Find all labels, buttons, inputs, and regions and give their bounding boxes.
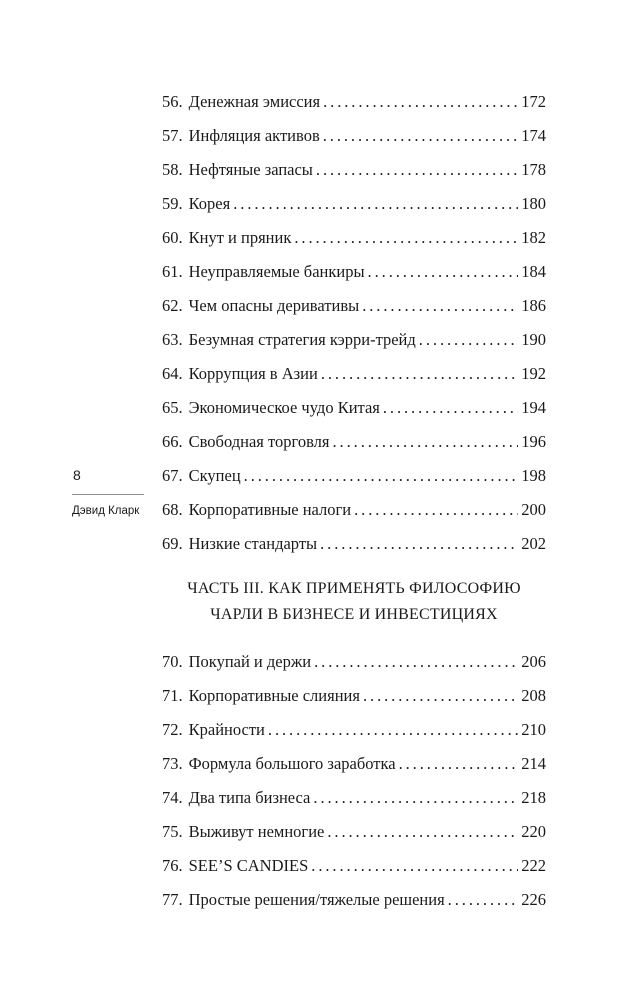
toc-entry-page: 220 xyxy=(521,822,546,841)
toc-leader-dots xyxy=(268,717,518,743)
toc-entry-number: 66. xyxy=(162,432,183,451)
toc-entry-page: 184 xyxy=(521,262,546,281)
toc-entry-title: SEE’S CANDIES xyxy=(188,856,309,875)
toc-entry-title: Безумная стратегия кэрри-трейд xyxy=(188,330,416,349)
toc-entry-number: 60. xyxy=(162,228,183,247)
toc-entry-number: 70. xyxy=(162,652,183,671)
toc-entry-number: 56. xyxy=(162,92,183,111)
toc-entry[interactable] xyxy=(162,649,546,683)
part-three-heading xyxy=(162,576,546,628)
toc-entry-number: 63. xyxy=(162,330,183,349)
toc-entry[interactable] xyxy=(162,191,546,225)
toc-entry[interactable] xyxy=(162,327,546,361)
toc-entry[interactable] xyxy=(162,819,546,853)
page-number: 8 xyxy=(73,467,81,483)
toc-entry-page: 186 xyxy=(521,296,546,315)
toc-entry[interactable] xyxy=(162,429,546,463)
toc-entry[interactable] xyxy=(162,717,546,751)
author-name: Дэвид Кларк xyxy=(72,505,140,517)
toc-entry-number: 65. xyxy=(162,398,183,417)
toc-entry-number: 64. xyxy=(162,364,183,383)
toc-entry[interactable] xyxy=(162,887,546,921)
toc-entry-page: 190 xyxy=(521,330,546,349)
toc-entry-title: Кнут и пряник xyxy=(188,228,292,247)
toc-entry-number: 73. xyxy=(162,754,183,773)
toc-entry-title: Свободная торговля xyxy=(188,432,330,451)
toc-entry-page: 196 xyxy=(521,432,546,451)
toc-entry[interactable] xyxy=(162,683,546,717)
toc-entry-page: 200 xyxy=(521,500,546,519)
toc-leader-dots xyxy=(362,293,518,319)
toc-leader-dots xyxy=(327,819,518,845)
toc-entry-number: 58. xyxy=(162,160,183,179)
toc-entry-page: 226 xyxy=(521,890,546,909)
toc-entry-number: 57. xyxy=(162,126,183,145)
toc-entry[interactable] xyxy=(162,259,546,293)
toc-entry-title: Формула большого заработка xyxy=(188,754,396,773)
toc-entry-page: 214 xyxy=(521,754,546,773)
toc-entry[interactable] xyxy=(162,463,546,497)
toc-entry-number: 59. xyxy=(162,194,183,213)
toc-entry-page: 180 xyxy=(521,194,546,213)
toc-entry-title: Покупай и держи xyxy=(188,652,312,671)
toc-leader-dots xyxy=(333,429,519,455)
toc-entry-page: 192 xyxy=(521,364,546,383)
toc-leader-dots xyxy=(321,361,518,387)
toc-leader-dots xyxy=(448,887,519,913)
toc-entry[interactable] xyxy=(162,785,546,819)
toc-entry-number: 67. xyxy=(162,466,183,485)
toc-entry-number: 61. xyxy=(162,262,183,281)
toc-entry-title: Корпоративные налоги xyxy=(188,500,352,519)
toc-entry-number: 74. xyxy=(162,788,183,807)
toc-entry[interactable] xyxy=(162,157,546,191)
toc-entry[interactable] xyxy=(162,497,546,531)
toc-entry[interactable] xyxy=(162,89,546,123)
toc-entry[interactable] xyxy=(162,361,546,395)
toc-entry-number: 71. xyxy=(162,686,183,705)
toc-entry-title: Чем опасны деривативы xyxy=(188,296,360,315)
toc-entry[interactable] xyxy=(162,853,546,887)
toc-leader-dots xyxy=(323,123,519,149)
toc-entry[interactable] xyxy=(162,751,546,785)
toc-entry-title: Крайности xyxy=(188,720,265,739)
toc-entry-title: Инфляция активов xyxy=(188,126,320,145)
toc-entry-title: Экономическое чудо Китая xyxy=(188,398,380,417)
toc-leader-dots xyxy=(383,395,518,421)
toc-entry-page: 178 xyxy=(521,160,546,179)
toc-leader-dots xyxy=(320,531,518,557)
toc-leader-dots xyxy=(354,497,518,523)
toc-leader-dots xyxy=(233,191,518,217)
toc-entry-page: 222 xyxy=(521,856,546,875)
toc-entry-page: 218 xyxy=(521,788,546,807)
toc-leader-dots xyxy=(314,649,518,675)
toc-leader-dots xyxy=(313,785,518,811)
toc-entry-number: 72. xyxy=(162,720,183,739)
toc-leader-dots xyxy=(323,89,518,115)
toc-entry[interactable] xyxy=(162,395,546,429)
toc-leader-dots xyxy=(368,259,519,285)
toc-entry-title: Скупец xyxy=(188,466,241,485)
toc-entry-title: Низкие стандарты xyxy=(188,534,318,553)
toc-entry-number: 68. xyxy=(162,500,183,519)
toc-entry-number: 69. xyxy=(162,534,183,553)
running-head-rule xyxy=(72,494,144,495)
toc-entry-page: 208 xyxy=(521,686,546,705)
toc-leader-dots xyxy=(311,853,518,879)
toc-entry-title: Корпоративные слияния xyxy=(188,686,360,705)
toc-entry-title: Неуправляемые банкиры xyxy=(188,262,365,281)
toc-entry-title: Корея xyxy=(188,194,231,213)
toc-entry[interactable] xyxy=(162,531,546,565)
toc-entry-number: 62. xyxy=(162,296,183,315)
running-head xyxy=(72,466,146,519)
toc-list-part-3 xyxy=(162,649,546,921)
toc-entry-number: 76. xyxy=(162,856,183,875)
toc-leader-dots xyxy=(316,157,518,183)
toc-entry-page: 202 xyxy=(521,534,546,553)
toc-list-part-2-end xyxy=(162,89,546,565)
toc-leader-dots xyxy=(244,463,519,489)
toc-entry-title: Коррупция в Азии xyxy=(188,364,318,383)
toc-entry-page: 206 xyxy=(521,652,546,671)
toc-entry[interactable] xyxy=(162,225,546,259)
toc-entry-page: 172 xyxy=(521,92,546,111)
toc-entry-page: 210 xyxy=(521,720,546,739)
toc-leader-dots xyxy=(363,683,518,709)
toc-entry-title: Простые решения/тяжелые решения xyxy=(188,890,445,909)
toc-entry-title: Денежная эмиссия xyxy=(188,92,321,111)
toc-leader-dots xyxy=(419,327,518,353)
toc-entry[interactable] xyxy=(162,123,546,157)
toc-entry[interactable] xyxy=(162,293,546,327)
toc-entry-title: Два типа бизнеса xyxy=(188,788,311,807)
part-heading-line-2: ЧАРЛИ В БИЗНЕСЕ И ИНВЕСТИЦИЯХ xyxy=(210,606,498,623)
toc-entry-number: 75. xyxy=(162,822,183,841)
toc-leader-dots xyxy=(399,751,519,777)
toc-entry-page: 198 xyxy=(521,466,546,485)
toc-entry-page: 174 xyxy=(521,126,546,145)
toc-entry-title: Выживут немногие xyxy=(188,822,325,841)
toc-entry-page: 194 xyxy=(521,398,546,417)
part-heading-line-1: ЧАСТЬ III. КАК ПРИМЕНЯТЬ ФИЛОСОФИЮ xyxy=(187,580,521,597)
toc-entry-page: 182 xyxy=(521,228,546,247)
toc-entry-title: Нефтяные запасы xyxy=(188,160,313,179)
toc-leader-dots xyxy=(294,225,518,251)
toc-entry-number: 77. xyxy=(162,890,183,909)
